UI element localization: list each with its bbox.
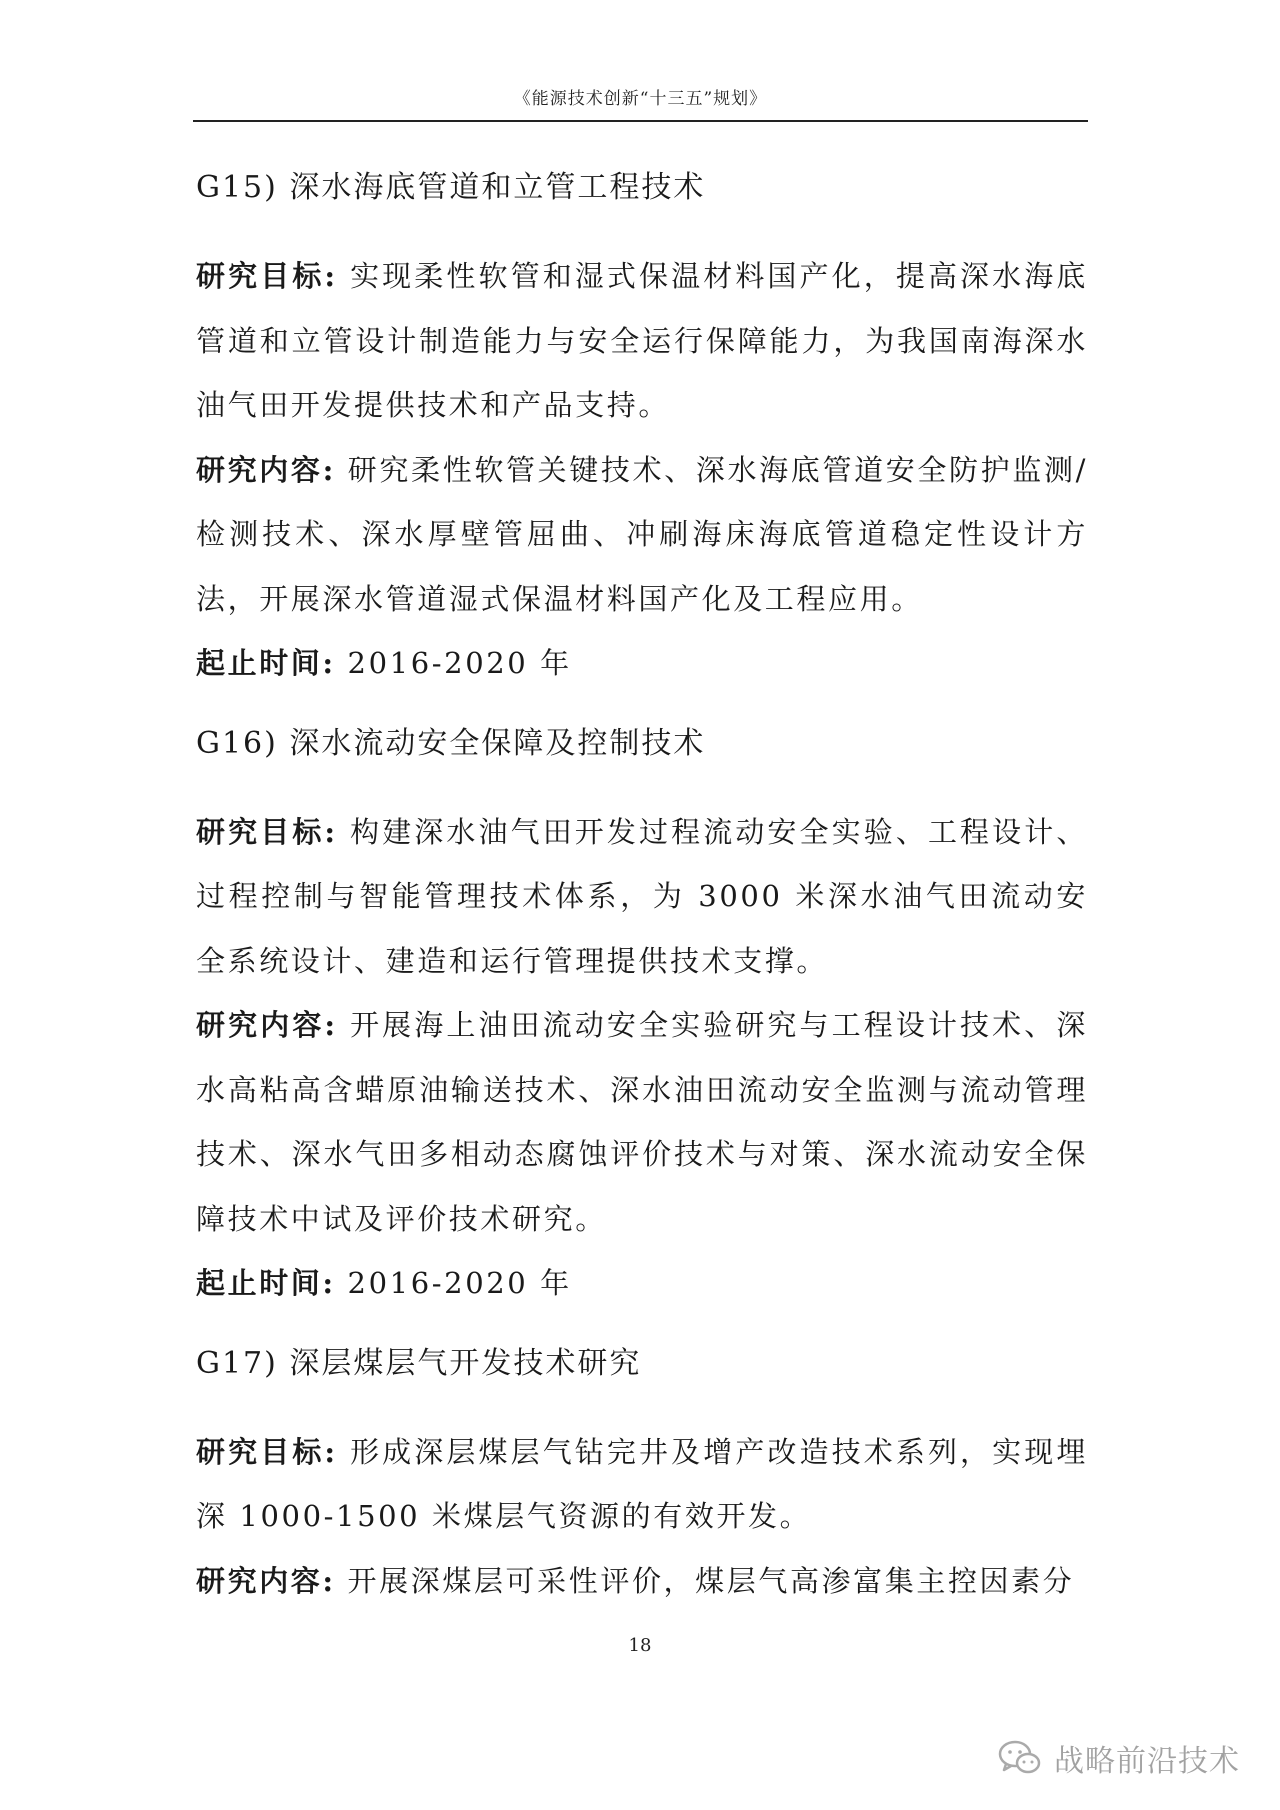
period-label: 起止时间: bbox=[196, 1266, 336, 1300]
header-title: 《能源技术创新“十三五”规划》 bbox=[513, 89, 768, 109]
research-goal bbox=[196, 800, 1088, 994]
goal-text: 实现柔性软管和湿式保温材料国产化，提高深水海底管道和立管设计制造能力与安全运行保障能力，为我国南海深水油气田开发提供技术和产品支持。 bbox=[196, 259, 1088, 422]
period-label: 起止时间: bbox=[196, 646, 336, 680]
content-text: 开展深煤层可采性评价，煤层气高渗富集主控因素分 bbox=[347, 1563, 1075, 1598]
document-body bbox=[196, 140, 1088, 1613]
content-text: 研究柔性软管关键技术、深水海底管道安全防护监测/检测技术、深水厚壁管屈曲、冲刷海床海底管道稳定性设计方法，开展深水管道湿式保温材料国产化及工程应用。 bbox=[196, 452, 1088, 616]
period-text: 2016-2020 年 bbox=[347, 1266, 572, 1300]
page-header bbox=[193, 84, 1088, 122]
goal-text: 形成深层煤层气钻完井及增产改造技术系列，实现埋深 1000-1500 米煤层气资源的有效开发。 bbox=[196, 1434, 1088, 1533]
content-label: 研究内容: bbox=[196, 1008, 338, 1042]
goal-label: 研究目标: bbox=[196, 259, 338, 293]
period-text: 2016-2020 年 bbox=[347, 646, 572, 680]
watermark bbox=[998, 1736, 1240, 1780]
research-period bbox=[196, 631, 1088, 696]
section-g17 bbox=[196, 1344, 1088, 1614]
section-title: G16) 深水流动安全保障及控制技术 bbox=[196, 725, 706, 761]
page-number: 18 bbox=[628, 1635, 652, 1656]
section-title: G17) 深层煤层气开发技术研究 bbox=[196, 1345, 642, 1381]
content-label: 研究内容: bbox=[196, 1563, 336, 1598]
section-title: G15) 深水海底管道和立管工程技术 bbox=[196, 170, 706, 205]
research-content bbox=[196, 1549, 1088, 1614]
content-label: 研究内容: bbox=[196, 452, 336, 487]
research-period bbox=[196, 1251, 1088, 1316]
research-goal bbox=[196, 1420, 1088, 1549]
research-goal bbox=[196, 244, 1088, 438]
section-g15 bbox=[196, 168, 1088, 696]
content-text: 开展海上油田流动安全实验研究与工程设计技术、深水高粘高含蜡原油输送技术、深水油田流动安全监测与流动管理技术、深水气田多相动态腐蚀评价技术与对策、深水流动安全保障技术中试及评价技术研究。 bbox=[196, 1008, 1088, 1236]
watermark-text: 战略前沿技术 bbox=[1054, 1744, 1240, 1779]
research-content bbox=[196, 438, 1088, 632]
goal-label: 研究目标: bbox=[196, 1434, 338, 1469]
goal-label: 研究目标: bbox=[196, 814, 338, 849]
section-g16 bbox=[196, 724, 1088, 1316]
wechat-icon bbox=[998, 1739, 1042, 1777]
research-content bbox=[196, 993, 1088, 1251]
goal-text: 构建深水油气田开发过程流动安全实验、工程设计、过程控制与智能管理技术体系，为 3000 米深水油气田流动安全系统设计、建造和运行管理提供技术支撑。 bbox=[196, 814, 1088, 978]
